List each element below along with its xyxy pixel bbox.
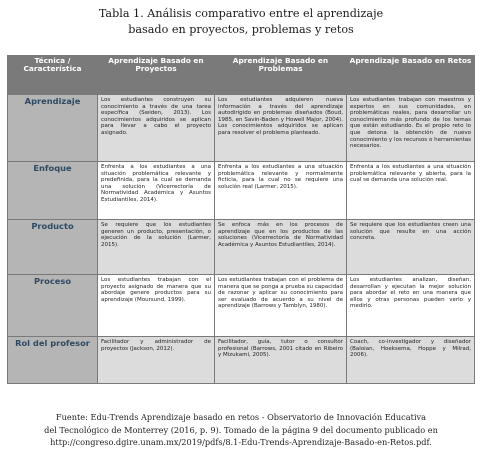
source-line-2: del Tecnológico de Monterrey (2016, p. 9). Tomado de la página 9 del documento publicado en [44,424,438,435]
cell-projects: Enfrenta a los estudiantes a una situación problemática relevante y predefinida, para la cual se demanda una solución (Vicerrectoría de Normatividad Académica y Asuntos Estudiantiles, 2014). [98,162,215,220]
header-technique: Técnica / Característica [8,56,98,95]
cell-problems: Enfrenta a los estudiantes a una situación problemática relevante y normalmente ficticia, para la cual no se requiere una solución real (Larmer, 2015). [215,162,347,220]
caption-line-2: basado en proyectos, problemas y retos [128,23,354,36]
cell-problems: Facilitador, guía, tutor o consultor profesional (Barrows, 2001 citado en Ribeiro y Mizukami, 2005). [215,337,347,384]
table-row [8,162,475,220]
row-label-enfoque: Enfoque [8,162,98,220]
caption-line-1: Tabla 1. Análisis comparativo entre el aprendizaje [98,7,384,20]
row-label-aprendizaje: Aprendizaje [8,95,98,162]
row-label-producto: Producto [8,220,98,275]
cell-projects: Se requiere que los estudiantes generen un producto, presentación, o ejecución de la solución (Larmer, 2015). [98,220,215,275]
table-row [8,275,475,337]
row-label-rol-profesor: Rol del profesor [8,337,98,384]
source-note [0,411,482,449]
cell-challenges: Los estudiantes trabajan con maestros y expertos en sus comunidades, en problemáticas reales, para desarrollar un conocimiento más profundo de los temas que están estudiando. Es el propio reto lo que detona la obtención de nuevo conocimiento y los recursos o herramientas necesarios. [347,95,475,162]
source-url: http://congreso.dgire.unam.mx/2019/pdfs/8.1-Edu-Trends-Aprendizaje-Basado-en-Retos.pdf. [50,437,432,447]
table-caption [0,6,482,38]
cell-problems: Los estudiantes trabajan con el problema de manera que se ponga a prueba su capacidad de razonar y aplicar su conocimiento para ser evaluado de acuerdo a su nivel de aprendizaje (Barrows y Tamblyn, 1980). [215,275,347,337]
cell-challenges: Coach, co-investigador y diseñador (Baloian, Hoeksema, Hoppe y Milrad, 2006). [347,337,475,384]
cell-projects: Los estudiantes construyen su conocimiento a través de una tarea específica (Swiden, 2013). Los conocimientos adquiridos se aplican para llevar a cabo el proyecto asignado. [98,95,215,162]
cell-challenges: Se requiere que los estudiantes creen una solución que resulte en una acción concreta. [347,220,475,275]
row-label-proceso: Proceso [8,275,98,337]
cell-problems: Se enfoca más en los procesos de aprendizaje que en los productos de las soluciones (Vicerrectoría de Normatividad Académica y Asuntos Estudiantiles, 2014). [215,220,347,275]
table-row [8,220,475,275]
cell-projects: Los estudiantes trabajan con el proyecto asignado de manera que su abordaje genere productos para su aprendizaje (Moursund, 1999). [98,275,215,337]
table-row [8,95,475,162]
comparison-table [7,55,475,384]
header-projects: Aprendizaje Basado en Proyectos [98,56,215,95]
cell-problems: Los estudiantes adquieren nueva información a través del aprendizaje autodirigido en problemas diseñados (Boud, 1985, en Savin-Baden y Howell Major, 2004). Los conocimientos adquiridos se aplican para resolver el problema planteado. [215,95,347,162]
header-problems: Aprendizaje Basado en Problemas [215,56,347,95]
cell-projects: Facilitador y administrador de proyectos (Jackson, 2012). [98,337,215,384]
header-challenges: Aprendizaje Basado en Retos [347,56,475,95]
cell-challenges: Enfrenta a los estudiantes a una situación problemática relevante y abierta, para la cual se demanda una solución real. [347,162,475,220]
cell-challenges: Los estudiantes analizan, diseñan, desarrollan y ejecutan la mejor solución para abordar el reto en una manera que ellos y otras personas pueden verlo y medirlo. [347,275,475,337]
source-line-1: Fuente: Edu-Trends Aprendizaje basado en retos - Observatorio de Innovación Educativa [55,412,427,422]
header-row [8,56,475,95]
table-row [8,337,475,384]
